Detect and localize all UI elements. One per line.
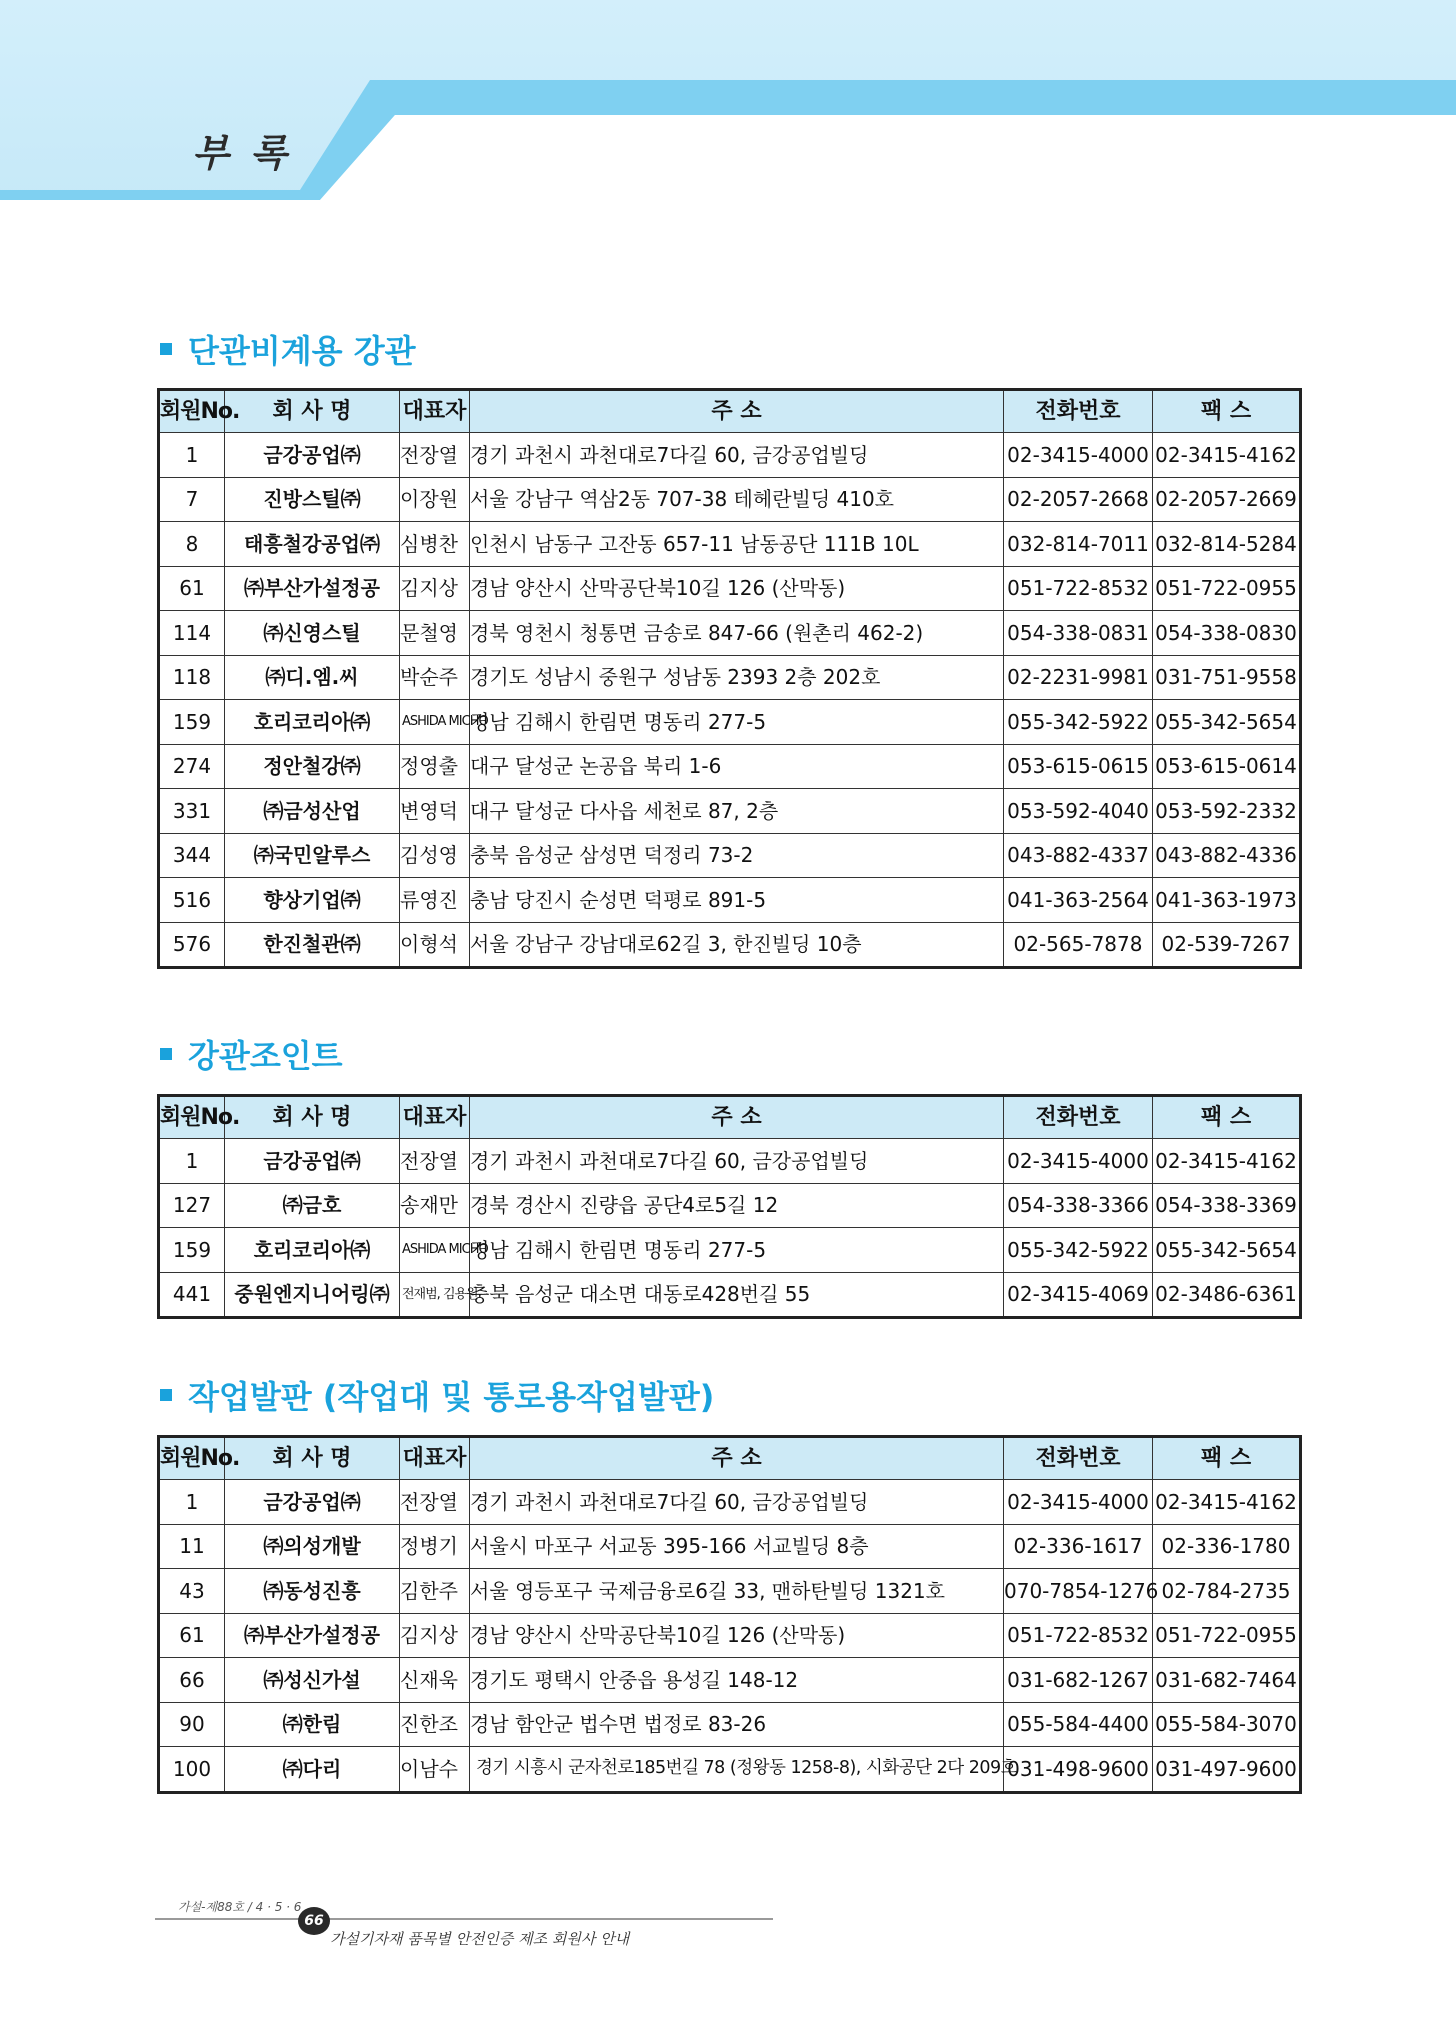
cell-rep: 전재범, 김용원 — [400, 1272, 470, 1318]
table-row — [159, 1613, 1301, 1658]
cell-company: ㈜의성개발 — [225, 1524, 400, 1569]
cell-address: 서울 영등포구 국제금융로6길 33, 맨하탄빌딩 1321호 — [470, 1569, 1004, 1614]
page-number: 66 — [298, 1907, 330, 1935]
cell-no: 1 — [159, 1139, 225, 1184]
section-title-text: 단관비계용 강관 — [188, 332, 416, 370]
column-header-rep: 대표자 — [400, 1096, 470, 1139]
cell-fax: 055-342-5654 — [1153, 1228, 1301, 1273]
cell-rep: 변영덕 — [400, 789, 470, 834]
table-row — [159, 433, 1301, 478]
cell-address: 경기도 평택시 안중읍 용성길 148-12 — [470, 1658, 1004, 1703]
table-row — [159, 522, 1301, 567]
table-row — [159, 611, 1301, 656]
column-header-tel: 전화번호 — [1004, 1437, 1153, 1480]
cell-address: 경기 시흥시 군자천로185번길 78 (정왕동 1258-8), 시화공단 2다 209호 — [470, 1747, 1004, 1793]
cell-rep: 전장열 — [400, 433, 470, 478]
cell-no: 61 — [159, 1613, 225, 1658]
table-header-row — [159, 1096, 1301, 1139]
table-row — [159, 1480, 1301, 1525]
cell-rep: 김지상 — [400, 566, 470, 611]
cell-fax: 041-363-1973 — [1153, 878, 1301, 923]
page-title: 부 록 — [192, 131, 291, 175]
cell-company: 향상기업㈜ — [225, 878, 400, 923]
cell-address: 경기 과천시 과천대로7다길 60, 금강공업빌딩 — [470, 1139, 1004, 1184]
cell-rep: 송재만 — [400, 1183, 470, 1228]
square-bullet-icon — [160, 1389, 172, 1401]
cell-address: 대구 달성군 논공읍 북리 1-6 — [470, 744, 1004, 789]
cell-no: 90 — [159, 1702, 225, 1747]
cell-tel: 043-882-4337 — [1004, 833, 1153, 878]
section-title-text: 작업발판 (작업대 및 통로용작업발판) — [188, 1378, 715, 1416]
cell-address: 충북 음성군 삼성면 덕정리 73-2 — [470, 833, 1004, 878]
cell-tel: 02-2057-2668 — [1004, 477, 1153, 522]
table-row — [159, 700, 1301, 745]
footer-rule — [155, 1918, 773, 1920]
cell-company: 진방스틸㈜ — [225, 477, 400, 522]
cell-company: ㈜신영스틸 — [225, 611, 400, 656]
table-row — [159, 477, 1301, 522]
cell-address: 서울 강남구 강남대로62길 3, 한진빌딩 10층 — [470, 922, 1004, 968]
cell-fax: 043-882-4336 — [1153, 833, 1301, 878]
cell-fax: 02-784-2735 — [1153, 1569, 1301, 1614]
cell-address: 경북 영천시 청통면 금송로 847-66 (원촌리 462-2) — [470, 611, 1004, 656]
cell-rep: 이장원 — [400, 477, 470, 522]
cell-tel: 053-592-4040 — [1004, 789, 1153, 834]
cell-company: 호리코리아㈜ — [225, 700, 400, 745]
cell-fax: 054-338-3369 — [1153, 1183, 1301, 1228]
cell-tel: 055-584-4400 — [1004, 1702, 1153, 1747]
cell-tel: 02-3415-4000 — [1004, 1480, 1153, 1525]
cell-no: 1 — [159, 433, 225, 478]
cell-address: 대구 달성군 다사읍 세천로 87, 2층 — [470, 789, 1004, 834]
cell-address: 경남 양산시 산막공단북10길 126 (산막동) — [470, 566, 1004, 611]
cell-fax: 02-3415-4162 — [1153, 1480, 1301, 1525]
cell-no: 43 — [159, 1569, 225, 1614]
section-title-platform — [160, 1372, 714, 1418]
column-header-rep: 대표자 — [400, 1437, 470, 1480]
cell-no: 127 — [159, 1183, 225, 1228]
cell-company: 정안철강㈜ — [225, 744, 400, 789]
table-row — [159, 1747, 1301, 1793]
cell-tel: 02-3415-4000 — [1004, 433, 1153, 478]
cell-rep: 신재욱 — [400, 1658, 470, 1703]
table-row — [159, 878, 1301, 923]
cell-company: ㈜부산가설정공 — [225, 1613, 400, 1658]
column-header-company: 회 사 명 — [225, 390, 400, 433]
cell-company: ㈜금호 — [225, 1183, 400, 1228]
cell-no: 8 — [159, 522, 225, 567]
column-header-company: 회 사 명 — [225, 1096, 400, 1139]
column-header-rep: 대표자 — [400, 390, 470, 433]
cell-fax: 055-342-5654 — [1153, 700, 1301, 745]
table-row — [159, 1183, 1301, 1228]
cell-no: 66 — [159, 1658, 225, 1703]
cell-company: ㈜성신가설 — [225, 1658, 400, 1703]
cell-tel: 053-615-0615 — [1004, 744, 1153, 789]
cell-address: 경남 양산시 산막공단북10길 126 (산막동) — [470, 1613, 1004, 1658]
column-header-tel: 전화번호 — [1004, 1096, 1153, 1139]
cell-fax: 051-722-0955 — [1153, 1613, 1301, 1658]
member-table-platform — [157, 1435, 1302, 1794]
cell-address: 충북 음성군 대소면 대동로428번길 55 — [470, 1272, 1004, 1318]
table-row — [159, 789, 1301, 834]
cell-tel: 055-342-5922 — [1004, 700, 1153, 745]
cell-company: ㈜금성산업 — [225, 789, 400, 834]
cell-tel: 054-338-0831 — [1004, 611, 1153, 656]
cell-tel: 031-498-9600 — [1004, 1747, 1153, 1793]
cell-rep: 박순주 — [400, 655, 470, 700]
cell-no: 441 — [159, 1272, 225, 1318]
cell-company: ㈜다리 — [225, 1747, 400, 1793]
cell-tel: 031-682-1267 — [1004, 1658, 1153, 1703]
cell-tel: 02-336-1617 — [1004, 1524, 1153, 1569]
table-row — [159, 1569, 1301, 1614]
cell-company: 금강공업㈜ — [225, 433, 400, 478]
cell-address: 경남 김해시 한림면 명동리 277-5 — [470, 1228, 1004, 1273]
column-header-tel: 전화번호 — [1004, 390, 1153, 433]
cell-no: 11 — [159, 1524, 225, 1569]
cell-fax: 02-3486-6361 — [1153, 1272, 1301, 1318]
column-header-no: 회원No. — [159, 1096, 225, 1139]
cell-tel: 02-3415-4000 — [1004, 1139, 1153, 1184]
cell-company: 금강공업㈜ — [225, 1139, 400, 1184]
square-bullet-icon — [160, 1048, 172, 1060]
cell-fax: 032-814-5284 — [1153, 522, 1301, 567]
section-title-pipe — [160, 326, 416, 372]
cell-address: 경남 김해시 한림면 명동리 277-5 — [470, 700, 1004, 745]
table-row — [159, 566, 1301, 611]
column-header-company: 회 사 명 — [225, 1437, 400, 1480]
cell-company: ㈜동성진흥 — [225, 1569, 400, 1614]
square-bullet-icon — [160, 343, 172, 355]
column-header-no: 회원No. — [159, 1437, 225, 1480]
cell-fax: 02-2057-2669 — [1153, 477, 1301, 522]
cell-fax: 053-592-2332 — [1153, 789, 1301, 834]
cell-address: 경기 과천시 과천대로7다길 60, 금강공업빌딩 — [470, 433, 1004, 478]
cell-no: 159 — [159, 700, 225, 745]
column-header-fax: 팩 스 — [1153, 390, 1301, 433]
cell-company: ㈜한림 — [225, 1702, 400, 1747]
cell-rep: 이남수 — [400, 1747, 470, 1793]
cell-rep: 김성영 — [400, 833, 470, 878]
cell-rep: 류영진 — [400, 878, 470, 923]
cell-tel: 051-722-8532 — [1004, 1613, 1153, 1658]
cell-rep: 정병기 — [400, 1524, 470, 1569]
column-header-fax: 팩 스 — [1153, 1437, 1301, 1480]
cell-fax: 054-338-0830 — [1153, 611, 1301, 656]
table-row — [159, 1658, 1301, 1703]
table-row — [159, 833, 1301, 878]
section-title-text: 강관조인트 — [188, 1037, 343, 1075]
cell-fax: 02-336-1780 — [1153, 1524, 1301, 1569]
cell-address: 경남 함안군 법수면 법정로 83-26 — [470, 1702, 1004, 1747]
table-row — [159, 744, 1301, 789]
cell-company: 태흥철강공업㈜ — [225, 522, 400, 567]
table-row — [159, 1228, 1301, 1273]
cell-rep: 김지상 — [400, 1613, 470, 1658]
cell-company: ㈜국민알루스 — [225, 833, 400, 878]
cell-no: 7 — [159, 477, 225, 522]
cell-address: 경기도 성남시 중원구 성남동 2393 2층 202호 — [470, 655, 1004, 700]
cell-tel: 041-363-2564 — [1004, 878, 1153, 923]
cell-address: 서울 강남구 역삼2동 707-38 테헤란빌딩 410호 — [470, 477, 1004, 522]
cell-rep: ASHIDA MICHO — [400, 700, 470, 745]
cell-rep: 이형석 — [400, 922, 470, 968]
cell-tel: 051-722-8532 — [1004, 566, 1153, 611]
cell-address: 서울시 마포구 서교동 395-166 서교빌딩 8층 — [470, 1524, 1004, 1569]
cell-fax: 02-539-7267 — [1153, 922, 1301, 968]
footer-caption: 가설기자재 품목별 안전인증 제조 회원사 안내 — [330, 1930, 630, 1948]
member-table-pipe — [157, 388, 1302, 969]
cell-no: 344 — [159, 833, 225, 878]
cell-rep: 진한조 — [400, 1702, 470, 1747]
cell-rep: 정영출 — [400, 744, 470, 789]
section-title-joint — [160, 1031, 343, 1077]
member-table-joint — [157, 1094, 1302, 1319]
cell-rep: 전장열 — [400, 1139, 470, 1184]
column-header-address: 주 소 — [470, 1437, 1004, 1480]
cell-tel: 070-7854-1276 — [1004, 1569, 1153, 1614]
cell-company: 중원엔지니어링㈜ — [225, 1272, 400, 1318]
cell-address: 경북 경산시 진량읍 공단4로5길 12 — [470, 1183, 1004, 1228]
cell-no: 61 — [159, 566, 225, 611]
cell-no: 114 — [159, 611, 225, 656]
table-row — [159, 922, 1301, 968]
cell-tel: 054-338-3366 — [1004, 1183, 1153, 1228]
cell-company: 호리코리아㈜ — [225, 1228, 400, 1273]
cell-fax: 02-3415-4162 — [1153, 1139, 1301, 1184]
cell-fax: 055-584-3070 — [1153, 1702, 1301, 1747]
cell-company: ㈜부산가설정공 — [225, 566, 400, 611]
cell-fax: 031-682-7464 — [1153, 1658, 1301, 1703]
cell-no: 100 — [159, 1747, 225, 1793]
table-row — [159, 655, 1301, 700]
issue-label: 가설-제88호 / 4 · 5 · 6 — [178, 1900, 302, 1914]
column-header-no: 회원No. — [159, 390, 225, 433]
cell-no: 274 — [159, 744, 225, 789]
cell-no: 1 — [159, 1480, 225, 1525]
cell-tel: 02-565-7878 — [1004, 922, 1153, 968]
cell-tel: 055-342-5922 — [1004, 1228, 1153, 1273]
cell-fax: 053-615-0614 — [1153, 744, 1301, 789]
cell-company: 한진철관㈜ — [225, 922, 400, 968]
cell-no: 516 — [159, 878, 225, 923]
cell-rep: ASHIDA MICHO — [400, 1228, 470, 1273]
cell-address: 인천시 남동구 고잔동 657-11 남동공단 111B 10L — [470, 522, 1004, 567]
cell-fax: 031-497-9600 — [1153, 1747, 1301, 1793]
cell-rep: 김한주 — [400, 1569, 470, 1614]
table-header-row — [159, 390, 1301, 433]
cell-no: 118 — [159, 655, 225, 700]
table-row — [159, 1702, 1301, 1747]
cell-rep: 전장열 — [400, 1480, 470, 1525]
cell-tel: 02-3415-4069 — [1004, 1272, 1153, 1318]
column-header-address: 주 소 — [470, 1096, 1004, 1139]
cell-rep: 문철영 — [400, 611, 470, 656]
cell-fax: 02-3415-4162 — [1153, 433, 1301, 478]
cell-no: 331 — [159, 789, 225, 834]
cell-tel: 032-814-7011 — [1004, 522, 1153, 567]
cell-fax: 051-722-0955 — [1153, 566, 1301, 611]
cell-tel: 02-2231-9981 — [1004, 655, 1153, 700]
table-row — [159, 1524, 1301, 1569]
cell-address: 충남 당진시 순성면 덕평로 891-5 — [470, 878, 1004, 923]
column-header-address: 주 소 — [470, 390, 1004, 433]
cell-company: 금강공업㈜ — [225, 1480, 400, 1525]
table-row — [159, 1272, 1301, 1318]
cell-company: ㈜디.엠.씨 — [225, 655, 400, 700]
table-row — [159, 1139, 1301, 1184]
cell-no: 159 — [159, 1228, 225, 1273]
cell-rep: 심병찬 — [400, 522, 470, 567]
table-header-row — [159, 1437, 1301, 1480]
cell-fax: 031-751-9558 — [1153, 655, 1301, 700]
column-header-fax: 팩 스 — [1153, 1096, 1301, 1139]
cell-address: 경기 과천시 과천대로7다길 60, 금강공업빌딩 — [470, 1480, 1004, 1525]
cell-no: 576 — [159, 922, 225, 968]
